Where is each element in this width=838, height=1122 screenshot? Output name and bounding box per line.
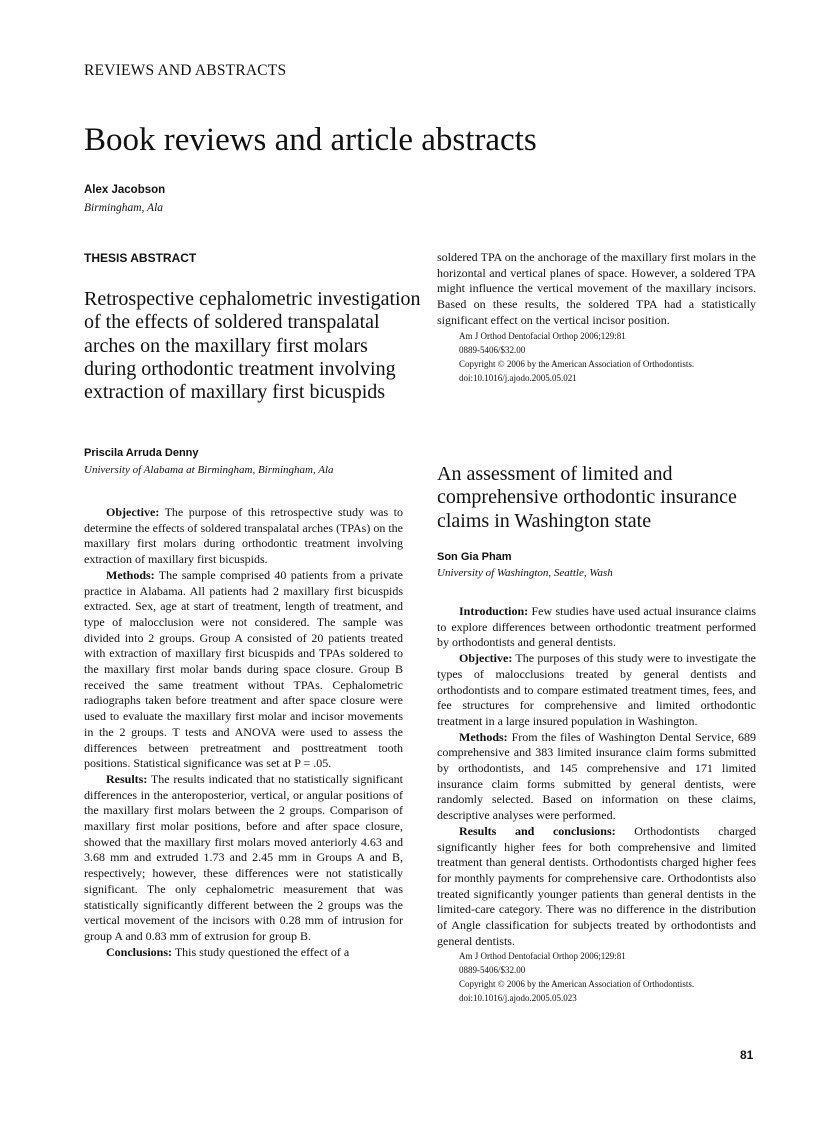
article-1-continuation: [437, 250, 756, 385]
article-2-introduction: Introduction: Few studies have used actual insurance claims to explore differences between orthodontic treatment performed by orthodontists and general dentists.: [437, 604, 756, 650]
article-2-author: Son Gia Pham: [437, 551, 512, 563]
article-1-affiliation: University of Alabama at Birmingham, Birmingham, Ala: [84, 464, 334, 476]
article-2-objective: Objective: The purposes of this study were to investigate the types of malocclusions treated by general dentists and orthodontists and to compare estimated treatment times, fees, and fee structures for comprehensive and limited orthodontic treatment in a large insured population in Washington.: [437, 651, 756, 728]
editor-name: Alex Jacobson: [84, 184, 166, 196]
editor-affiliation: Birmingham, Ala: [84, 202, 164, 214]
page-number: 81: [740, 1048, 754, 1062]
article-2-copyright: Copyright © 2006 by the American Association of Orthodontists.: [459, 979, 695, 990]
article-2-body: [437, 604, 756, 1005]
article-1-conclusions-cont: soldered TPA on the anchorage of the maxillary first molars in the horizontal and vertical planes of space. However, a soldered TPA might influence the vertical movement of the maxillary incisors. Based on these results, the soldered TPA had a statistically significant effect on the vertical incisor position.: [437, 250, 756, 327]
article-1-objective: Objective: The purpose of this retrospective study was to determine the effects of soldered transpalatal arches (TPAs) on the maxillary first molars during orthodontic treatment involving extraction of maxillary first bicuspids.: [84, 505, 403, 567]
article-2-doi[interactable]: doi:10.1016/j.ajodo.2005.05.023: [459, 993, 577, 1004]
section-label: THESIS ABSTRACT: [84, 251, 197, 265]
article-1-results: Results: The results indicated that no statistically significant differences in the anteroposterior, vertical, or angular positions of the maxillary first molars between the 2 groups. Comparison of maxillary first molar positions, before and after space closure, showed that the maxillary first molars moved anteriorly 4.63 and 3.68 mm and extruded 1.73 and 2.45 mm in Groups A and B, respectively; however, these differences were not statistically significant. The only cephalometric measurement that was statistically significantly different between the 2 groups was the vertical movement of the incisors with 0.28 mm of intrusion for group A and 0.83 mm of extrusion for group B.: [84, 771, 403, 943]
article-1-body: [84, 505, 403, 960]
article-2-title: An assessment of limited and comprehensive orthodontic insurance claims in Washington state: [437, 463, 737, 532]
article-1-doi[interactable]: doi:10.1016/j.ajodo.2005.05.021: [459, 372, 577, 383]
article-2-citation: Am J Orthod Dentofacial Orthop 2006;129:81: [459, 951, 626, 962]
article-1-methods: Methods: The sample comprised 40 patients from a private practice in Alabama. All patients had 2 maxillary first bicuspids extracted. Sex, age at start of treatment, length of treatment, and type of malocclusion were not considered. The sample was divided into 2 groups. Group A consisted of 20 patients treated with extraction of maxillary first bicuspids and TPAs soldered to the maxillary first molar bands during space closure. Group B received the same treatment without TPAs. Cephalometric radiographs taken before treatment and after space closure were used to evaluate the maxillary first molar and incisor movements in the 2 groups. T tests and ANOVA were used to assess the differences between pretreatment and posttreatment tooth positions. Statistical significance was set at P = .05.: [84, 567, 403, 771]
article-1-author: Priscila Arruda Denny: [84, 447, 199, 459]
article-1-copyright: Copyright © 2006 by the American Association of Orthodontists.: [459, 358, 695, 369]
article-2-issn: 0889-5406/$32.00: [459, 965, 526, 976]
article-1-conclusions: Conclusions: This study questioned the effect of a: [106, 944, 350, 959]
page-title: Book reviews and article abstracts: [84, 122, 537, 158]
article-2-affiliation: University of Washington, Seattle, Wash: [437, 567, 613, 579]
article-2-methods: Methods: From the files of Washington Dental Service, 689 comprehensive and 383 limited insurance claim forms submitted by orthodontists, and 145 comprehensive and 171 limited insurance claim forms submitted by general dentists, were randomly selected. Based on information on these claims, descriptive analyses were performed.: [437, 729, 756, 823]
article-1-issn: 0889-5406/$32.00: [459, 344, 526, 355]
article-1-citation: Am J Orthod Dentofacial Orthop 2006;129:81: [459, 330, 626, 341]
article-2-results: Results and conclusions: Orthodontists charged significantly higher fees for both comprehensive and limited treatment than general dentists. Orthodontists charged higher fees for monthly payments for comprehensive care. Orthodontists also treated significantly younger patients than general dentists in the limited-care category. There was no difference in the distribution of Angle classification for subjects treated by orthodontists and general dentists.: [437, 823, 756, 948]
running-head: REVIEWS AND ABSTRACTS: [84, 62, 287, 79]
article-1-title: Retrospective cephalometric investigation of the effects of soldered transpalatal arches on the maxillary first molars during orthodontic treatment involving extraction of maxillary first bicuspids: [84, 288, 421, 404]
